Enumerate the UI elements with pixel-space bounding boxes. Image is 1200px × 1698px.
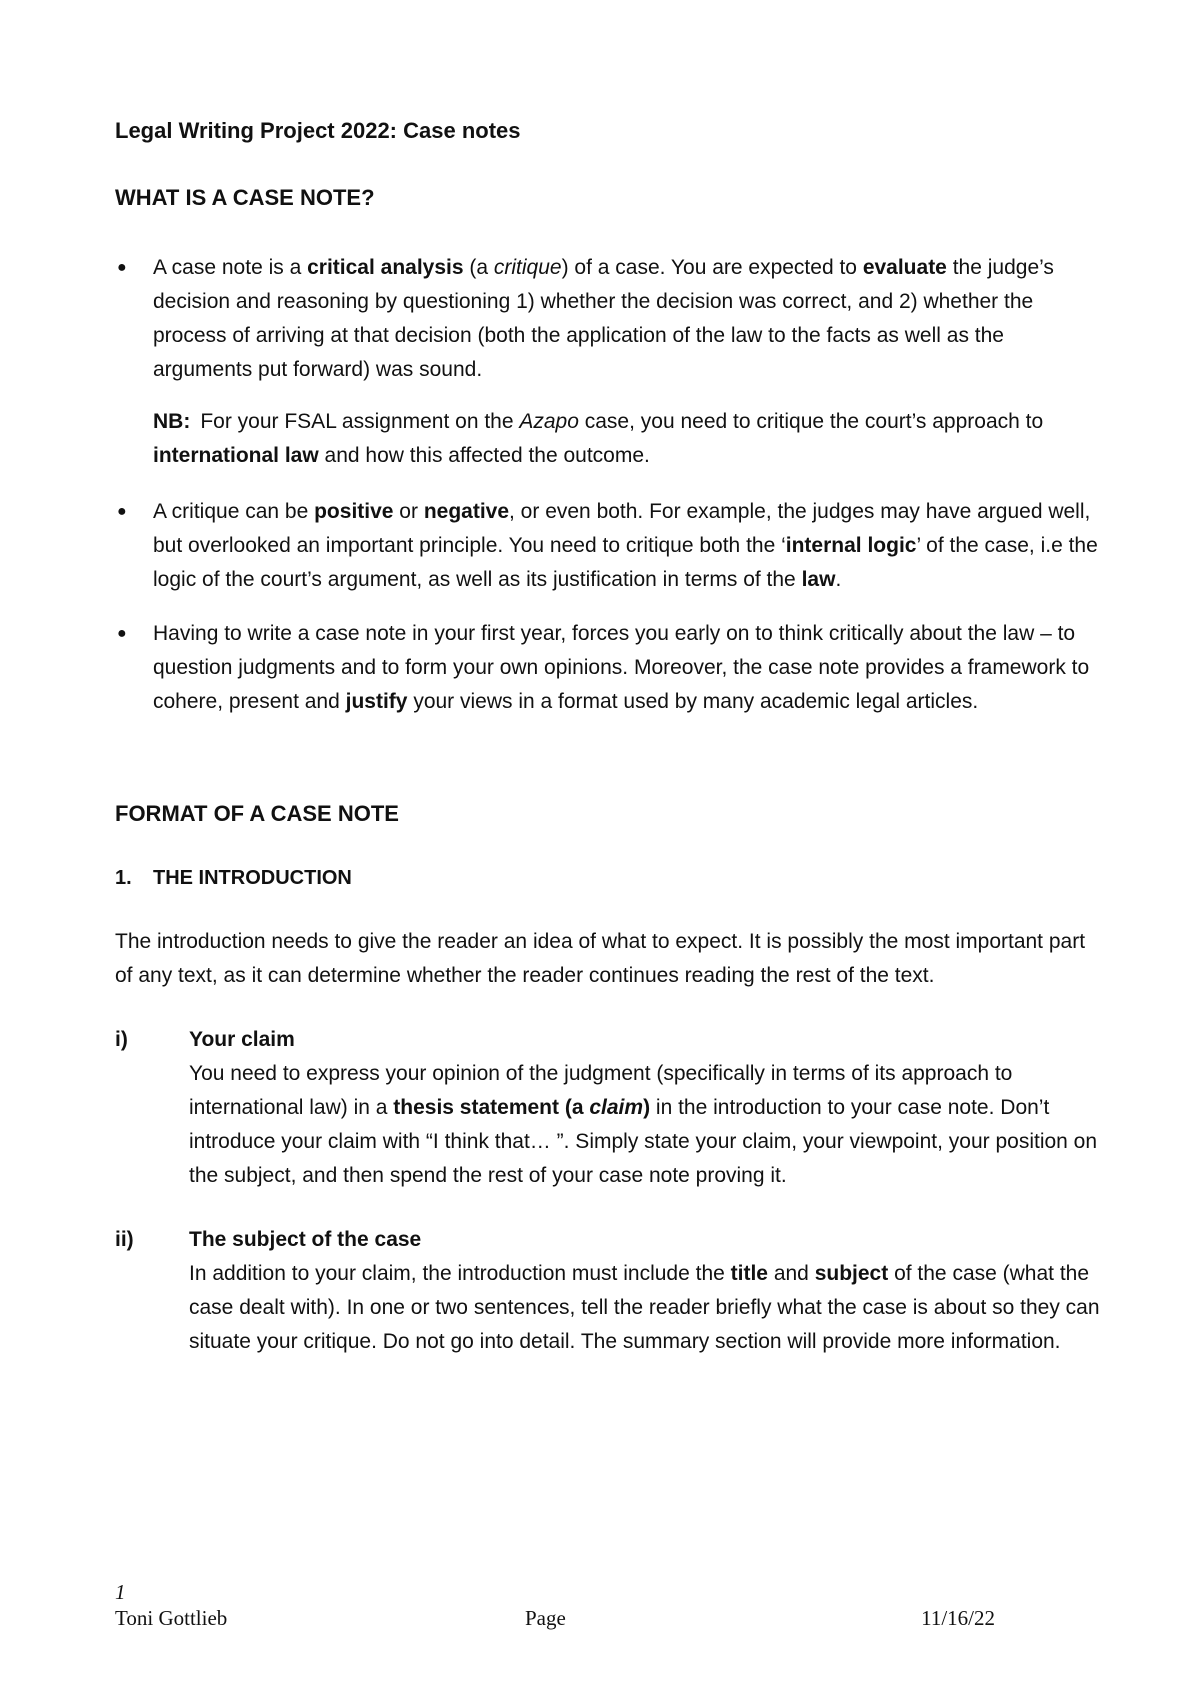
bullet-item-critique: ● A critique can be positive or negative, or even both. For example, the judges may have argued well, but overlooked an important principle. You need to critique both the ‘internal logic’ of the case, i.e the logic of the court’s argument, as well as its justification in terms of the law. — [115, 495, 1105, 597]
footer-row — [115, 1606, 995, 1634]
subheading-introduction: 1. THE INTRODUCTION — [115, 867, 352, 889]
item-your-claim: i) Your claim You need to express your opinion of the judgment (specifically in terms of its approach to international law) in a thesis statement (a claim) in the introduction to your case note. Don’t introduce your claim with “I think that… ”. Simply state your claim, your viewpoint, your position on the subject, and then spend the rest of your case note proving it. — [115, 1023, 1105, 1193]
bullet-item-first-year: ● Having to write a case note in your first year, forces you early on to think critically about the law – to question judgments and to form your own opinions. Moreover, the case note provides a framework to cohere, present and justify your views in a format used by many academic legal articles. — [115, 617, 1105, 719]
footer-author: Toni Gottlieb — [115, 1606, 228, 1630]
item-body: You need to express your opinion of the judgment (specifically in terms of its approach to international law) in a thesis statement (a claim) in the introduction to your case note. Don’t introduce your claim with “I think that… ”. Simply state your claim, your viewpoint, your position on the subject, and then spend the rest of your case note proving it. — [189, 1062, 1098, 1187]
item-title: The subject of the case — [189, 1228, 422, 1251]
bullet-icon: ● — [117, 503, 127, 520]
document-title: Legal Writing Project 2022: Case notes — [115, 118, 521, 143]
document-body — [115, 114, 1105, 1359]
bullet-item-definition: ● A case note is a critical analysis (a critique) of a case. You are expected to evaluate the judge’s decision and reasoning by questioning 1) whether the decision was correct, and 2) whether the process of arriving at that decision (both the application of the law to the facts as well as the arguments put forward) was sound. — [115, 251, 1105, 387]
bullet-icon: ● — [117, 259, 127, 276]
page-footer — [115, 1580, 995, 1634]
bullet-icon: ● — [117, 625, 127, 642]
item-title: Your claim — [189, 1028, 295, 1051]
footer-page-label: Page — [525, 1606, 566, 1630]
bullet-list — [115, 251, 1105, 719]
item-subject-of-case: ii) The subject of the case In addition to your claim, the introduction must include the title and subject of the case (what the case dealt with). In one or two sentences, tell the reader briefly what the case is about so they can situate your critique. Do not go into detail. The summary section will provide more information. — [115, 1223, 1105, 1359]
footer-date: 11/16/22 — [921, 1606, 995, 1630]
section-heading-format: FORMAT OF A CASE NOTE — [115, 801, 399, 826]
page-number: 1 — [115, 1580, 126, 1604]
nb-note: NB: For your FSAL assignment on the Azapo case, you need to critique the court’s approach to international law and how this affected the outcome. — [153, 410, 1044, 467]
section-heading-what-is: WHAT IS A CASE NOTE? — [115, 185, 375, 210]
item-body: In addition to your claim, the introduction must include the title and subject of the case (what the case dealt with). In one or two sentences, tell the reader briefly what the case is about so they can situate your critique. Do not go into detail. The summary section will provide more information. — [189, 1262, 1100, 1353]
intro-paragraph: The introduction needs to give the reader an idea of what to expect. It is possibly the most important part of any text, as it can determine whether the reader continues reading the rest of the text. — [115, 930, 1086, 987]
